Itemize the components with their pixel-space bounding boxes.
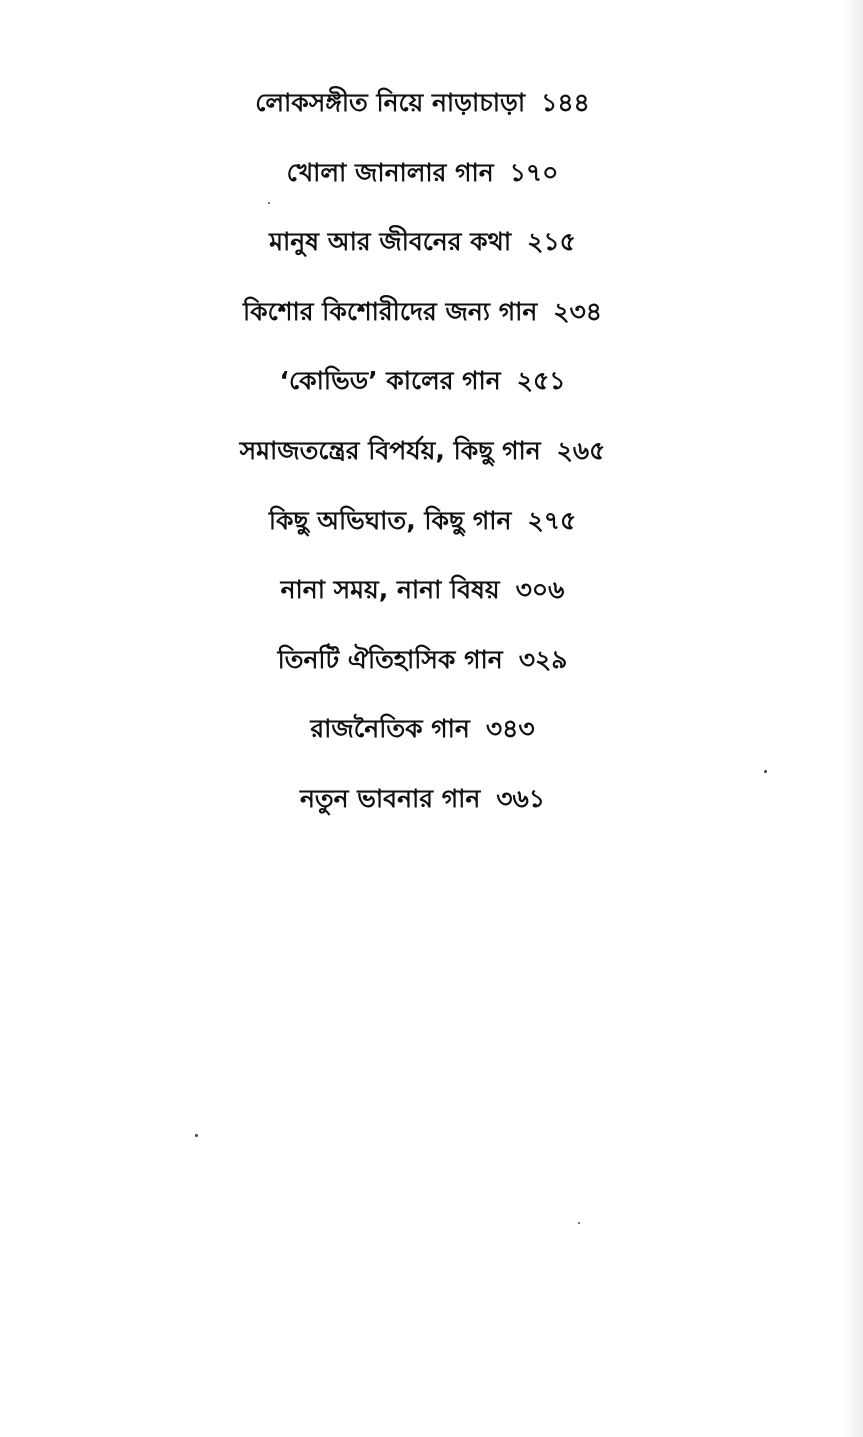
toc-entry	[0, 287, 845, 357]
toc-entry-title: কিছু অভিঘাত, কিছু গান	[268, 505, 512, 535]
toc-entry-page: ৩০৬	[515, 575, 565, 605]
toc-entry	[0, 426, 845, 496]
toc-entry	[0, 704, 845, 774]
table-of-contents	[0, 78, 845, 844]
toc-entry	[0, 356, 845, 426]
toc-entry-title: কিশোর কিশোরীদের জন্য গান	[243, 296, 538, 326]
toc-entry-page: ২১৫	[527, 227, 576, 257]
toc-entry-title: সমাজতন্ত্রের বিপর্যয়, কিছু গান	[239, 435, 541, 465]
toc-entry-title: রাজনৈতিক গান	[310, 714, 470, 744]
toc-entry-page: ২৩৪	[553, 296, 602, 326]
toc-entry	[0, 496, 845, 566]
toc-entry-page: ২৫১	[516, 366, 566, 396]
print-speck	[268, 202, 270, 204]
toc-entry	[0, 635, 845, 705]
toc-entry	[0, 148, 845, 218]
toc-entry-title: তিনটি ঐতিহাসিক গান	[277, 644, 503, 674]
toc-entry-title: নতুন ভাবনার গান	[299, 783, 481, 813]
toc-entry	[0, 565, 845, 635]
toc-entry-title: লোকসঙ্গীত নিয়ে নাড়াচাড়া	[255, 88, 526, 117]
toc-entry-page: ৩৪৩	[485, 714, 535, 744]
print-speck	[764, 770, 767, 773]
toc-entry-title: ‘কোভিড’ কালের গান	[279, 366, 501, 396]
toc-entry-title: নানা সময়, নানা বিষয়	[280, 575, 500, 605]
toc-entry	[0, 774, 845, 844]
print-speck	[195, 1134, 198, 1137]
toc-entry-page: ১৪৪	[541, 88, 590, 117]
print-speck	[578, 1222, 580, 1224]
toc-entry	[0, 78, 845, 148]
toc-entry-page: ২৭৫	[527, 505, 577, 535]
toc-entry	[0, 217, 845, 287]
toc-entry-title: মানুষ আর জীবনের কথা	[269, 227, 512, 257]
toc-entry-title: খোলা জানালার গান	[286, 157, 494, 187]
toc-entry-page: ৩২৯	[518, 644, 568, 674]
toc-entry-page: ৩৬১	[496, 783, 546, 813]
toc-entry-page: ১৭০	[509, 157, 559, 187]
page-edge-shadow	[845, 0, 863, 1437]
toc-entry-page: ২৬৫	[556, 435, 606, 465]
